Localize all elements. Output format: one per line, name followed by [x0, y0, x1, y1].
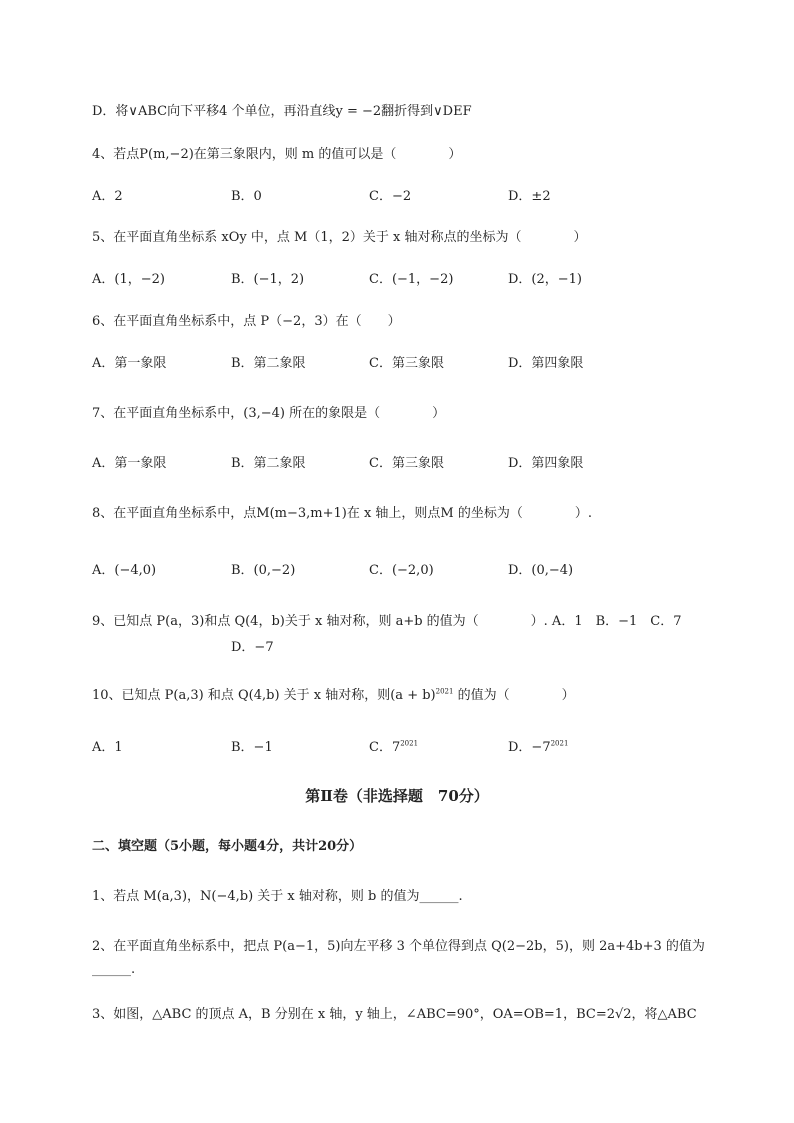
- q10-option-d-text: D．−7: [508, 740, 551, 755]
- q8-stem: 8、在平面直角坐标系中，点M(m−3,m+1)在 x 轴上，则点M 的坐标为（ ）.: [92, 506, 593, 521]
- q5-option-c: C．(−1，−2): [369, 272, 454, 287]
- q5-option-a: A．(1，−2): [92, 272, 165, 287]
- q5-option-b: B．(−1，2): [231, 272, 305, 287]
- section-fill-blank-heading: 二、填空题（5小题，每小题4分，共计20分）: [92, 839, 363, 854]
- q10-option-c-text: C．7: [369, 740, 401, 755]
- q8-option-a: A．(−4,0): [92, 563, 157, 578]
- part2-title: 第Ⅱ卷（非选择题 70分）: [305, 787, 489, 805]
- q7-option-d: D．第四象限: [508, 456, 584, 471]
- q10-option-d: [508, 736, 568, 755]
- q10-option-c-exponent: 2021: [400, 739, 419, 748]
- q7-option-a: A．第一象限: [92, 456, 167, 471]
- q6-option-a: A．第一象限: [92, 356, 167, 371]
- q6-option-b: B．第二象限: [231, 356, 306, 371]
- q8-option-b: B．(0,−2): [231, 563, 296, 578]
- q10-option-c: [369, 736, 418, 755]
- q8-option-c: C．(−2,0): [369, 563, 434, 578]
- q10-stem: [92, 684, 575, 703]
- q10-option-a: A．1: [92, 740, 123, 755]
- q7-option-b: B．第二象限: [231, 456, 306, 471]
- q4-option-b: B．0: [231, 189, 262, 204]
- q4-option-a: A．2: [92, 189, 123, 204]
- q4-option-c: C．−2: [369, 189, 412, 204]
- q4-stem: 4、若点P(m,−2)在第三象限内，则 m 的值可以是（ ）: [92, 147, 462, 162]
- q5-stem: 5、在平面直角坐标系 xOy 中，点 M（1，2）关于 x 轴对称点的坐标为（ ）: [92, 230, 587, 245]
- q7-option-c: C．第三象限: [369, 456, 444, 471]
- q8-option-d: D．(0,−4): [508, 563, 574, 578]
- q10-stem-text: 10、已知点 P(a,3) 和点 Q(4,b) 关于 x 轴对称，则(a + b): [92, 688, 436, 703]
- q9-stem: 9、已知点 P(a，3)和点 Q(4，b)关于 x 轴对称，则 a+b 的值为（ ）. A．1 B．−1 C．7: [92, 614, 682, 629]
- q10-exponent: 2021: [435, 687, 454, 696]
- q6-option-c: C．第三象限: [369, 356, 444, 371]
- q7-stem: 7、在平面直角坐标系中，(3,−4) 所在的象限是（ ）: [92, 406, 446, 421]
- q9-option-d: D．−7: [231, 640, 274, 655]
- q3-option-d: D．将∨ABC向下平移4 个单位，再沿直线y = −2翻折得到∨DEF: [92, 104, 472, 119]
- q4-option-d: D．±2: [508, 189, 551, 204]
- fill-q2-line2: ______.: [92, 962, 136, 977]
- fill-q2-line1: 2、在平面直角坐标系中，把点 P(a−1，5)向左平移 3 个单位得到点 Q(2−2b，5)，则 2a+4b+3 的值为: [92, 939, 705, 954]
- q6-option-d: D．第四象限: [508, 356, 584, 371]
- q6-stem: 6、在平面直角坐标系中，点 P（−2，3）在（ ）: [92, 314, 401, 329]
- q10-stem-tail: 的值为（ ）: [453, 688, 575, 703]
- fill-q3: 3、如图，△ABC 的顶点 A，B 分别在 x 轴，y 轴上，∠ABC=90°，OA=OB=1，BC=2√2，将△ABC: [92, 1007, 697, 1022]
- q5-option-d: D．(2，−1): [508, 272, 583, 287]
- q10-option-b: B．−1: [231, 740, 273, 755]
- fill-q1: 1、若点 M(a,3)，N(−4,b) 关于 x 轴对称，则 b 的值为______.: [92, 889, 463, 904]
- q10-option-d-exponent: 2021: [550, 739, 569, 748]
